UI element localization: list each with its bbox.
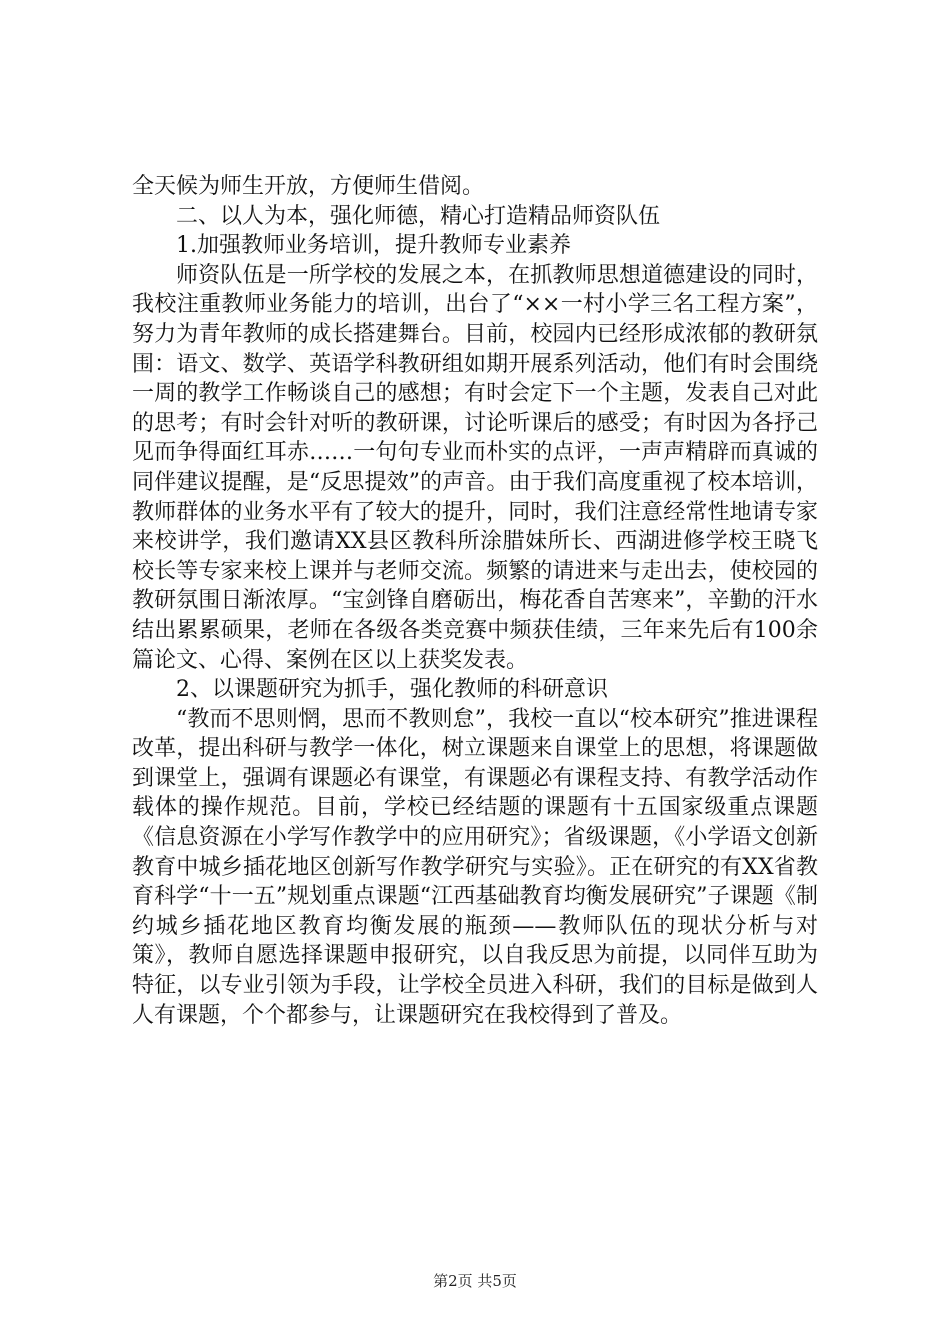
subheading-1: 1.加强教师业务培训，提升教师专业素养	[176, 233, 571, 259]
paragraph-continuation: 全天候为师生开放，方便师生借阅。	[132, 174, 485, 199]
paragraph-teacher-training: 师资队伍是一所学校的发展之本，在抓教师思想道德建设的同时，我校注重教师业务能力的培训，出台了“××一村小学三名工程方案”，努力为青年教师的成长搭建舞台。目前，校园内已经形成浓郁的教研氛围：语文、数学、英语学科教研组如期开展系列活动，他们有时会围绕一周的教学工作畅谈自己的感想；有时会定下一个主题，发表自己对此的思考；有时会针对听的教研课，讨论听课后的感受；有时因为各抒己见而争得面红耳赤……一句句专业而朴实的点评，一声声精辟而真诚的同伴建议提醒，是“反思提效”的声音。由于我们高度重视了校本培训，教师群体的业务水平有了较大的提升，同时，我们注意经常性地请专家来校讲学，我们邀请XX县区教科所涂腊妹所长、西湖进修学校王晓飞校长等专家来校上课并与老师交流。频繁的请进来与走出去，使校园的教研氛围日渐浓厚。“宝剑锋自磨砺出，梅花香自苦寒来”，辛勤的汗水结出累累硕果，老师在各级各类竞赛中频获佳绩，三年来先后有100余篇论文、心得、案例在区以上获奖发表。	[132, 262, 818, 673]
document-body	[132, 172, 818, 1030]
paragraph-research: “教而不思则惘，思而不教则怠”，我校一直以“校本研究”推进课程改革，提出科研与教学一体化，树立课题来自课堂上的思想，将课题做到课堂上，强调有课题必有课堂，有课题必有课程支持、有教学活动作载体的操作规范。目前，学校已经结题的课题有十五国家级重点课题《信息资源在小学写作教学中的应用研究》；省级课题，《小学语文创新教育中城乡插花地区创新写作教学研究与实验》。正在研究的有XX省教育科学“十一五”规划重点课题“江西基础教育均衡发展研究”子课题《制约城乡插花地区教育均衡发展的瓶颈——教师队伍的现状分析与对策》，教师自愿选择课题申报研究，以自我反思为前提，以同伴互助为特征，以专业引领为手段，让学校全员进入科研，我们的目标是做到人人有课题，个个都参与，让课题研究在我校得到了普及。	[132, 706, 818, 1028]
subheading-2: 2、以课题研究为抓手，强化教师的科研意识	[176, 677, 608, 703]
section-heading-2: 二、以人为本，强化师德，精心打造精品师资队伍	[176, 203, 661, 229]
page-number-footer: 第2页 共5页	[433, 1272, 517, 1290]
